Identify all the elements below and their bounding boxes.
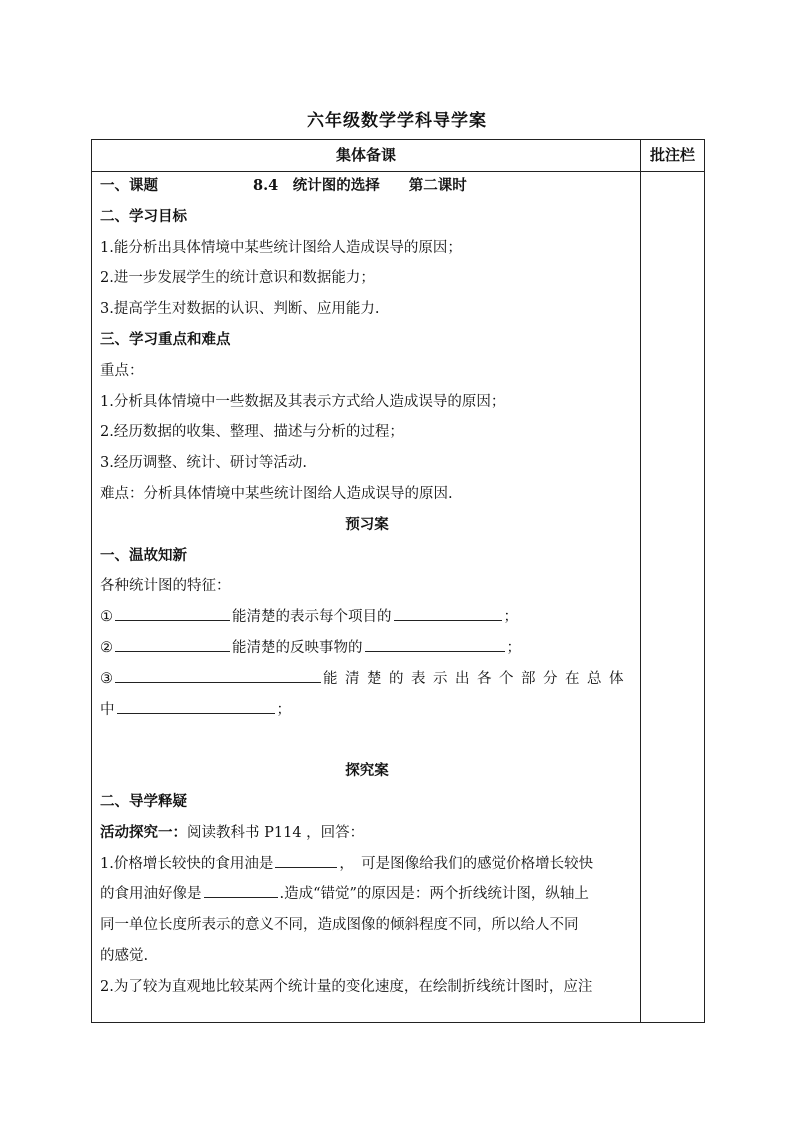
focus-item: 3.经历调整、统计、研讨等活动. (100, 455, 307, 472)
difficulty-text: 难点：分析具体情境中某些统计图给人造成误导的原因. (100, 485, 453, 502)
question-1-line-1 (100, 849, 634, 880)
fill-item-2 (100, 633, 634, 664)
table-header (92, 140, 704, 172)
answer-blank[interactable] (394, 606, 502, 621)
key-points-heading: 三、学习重点和难点 (100, 330, 231, 348)
preview-section-title: 预习案 (345, 515, 389, 533)
question-1-line-4: 的感觉. (100, 947, 149, 964)
focus-label: 重点： (100, 362, 144, 379)
main-content (100, 171, 634, 1003)
activity-text: 阅读教科书 P114 ，回答： (187, 824, 365, 841)
item-text: 能清楚的表示出各个部分在总体 (323, 670, 631, 687)
goal-item: 2.进一步发展学生的统计意识和数据能力； (100, 270, 375, 287)
goal-item: 3.提高学生对数据的认识、判断、应用能力. (100, 301, 380, 318)
fill-item-3-continued (100, 695, 634, 726)
guide-heading: 二、导学释疑 (100, 792, 187, 810)
focus-item: 2.经历数据的收集、整理、描述与分析的过程； (100, 424, 404, 441)
item-end: ； (276, 701, 291, 718)
review-heading: 一、温故知新 (100, 546, 187, 564)
lesson-topic-row (100, 171, 634, 202)
question-1-line-2 (100, 879, 634, 910)
answer-blank[interactable] (115, 668, 321, 683)
question-text: 1.价格增长较快的食用油是 (100, 855, 274, 872)
chart-features-intro: 各种统计图的特征： (100, 578, 231, 595)
answer-blank[interactable] (204, 883, 278, 898)
activity-line (100, 818, 634, 849)
lesson-plan-table (91, 139, 705, 1023)
fill-item-1 (100, 602, 634, 633)
item-text: 能清楚的反映事物的 (232, 639, 363, 656)
item-text: 中 (100, 701, 115, 718)
question-text: ， 可是图像给我们的感觉价格增长较快 (339, 855, 594, 872)
lesson-topic: 8.4 统计图的选择 第二课时 (253, 177, 467, 194)
focus-item: 1.分析具体情境中一些数据及其表示方式给人造成误导的原因； (100, 393, 506, 410)
answer-blank[interactable] (117, 699, 275, 714)
question-1-line-3: 同一单位长度所表示的意义不同，造成图像的倾斜程度不同，所以给人不同 (100, 917, 579, 934)
activity-label: 活动探究一： (100, 823, 187, 841)
answer-blank[interactable] (365, 637, 505, 652)
item-number: ① (100, 609, 113, 626)
lesson-label: 一、课题 (100, 177, 158, 194)
fill-item-3 (100, 664, 634, 695)
answer-blank[interactable] (275, 853, 337, 868)
document-title: 六年级数学学科导学案 (307, 111, 487, 131)
spacer (100, 725, 634, 756)
goal-item: 1.能分析出具体情境中某些统计图给人造成误导的原因； (100, 239, 462, 256)
question-text: 的食用油好像是 (100, 886, 202, 903)
item-text: 能清楚的表示每个项目的 (232, 609, 392, 626)
explore-section-title: 探究案 (345, 762, 389, 780)
item-end: ； (503, 609, 518, 626)
item-number: ③ (100, 670, 113, 687)
item-number: ② (100, 639, 113, 656)
goals-heading: 二、学习目标 (100, 207, 187, 225)
column-divider (640, 140, 641, 1022)
header-collective-prep: 集体备课 (335, 146, 396, 164)
question-2-line-1: 2.为了较为直观地比较某两个统计量的变化速度，在绘制折线统计图时，应注 (100, 978, 593, 995)
question-text: .造成“错觉”的原因是：两个折线统计图，纵轴上 (279, 886, 589, 903)
item-end: ； (506, 639, 521, 656)
answer-blank[interactable] (115, 637, 230, 652)
answer-blank[interactable] (115, 606, 230, 621)
header-annotation-column: 批注栏 (649, 146, 695, 164)
